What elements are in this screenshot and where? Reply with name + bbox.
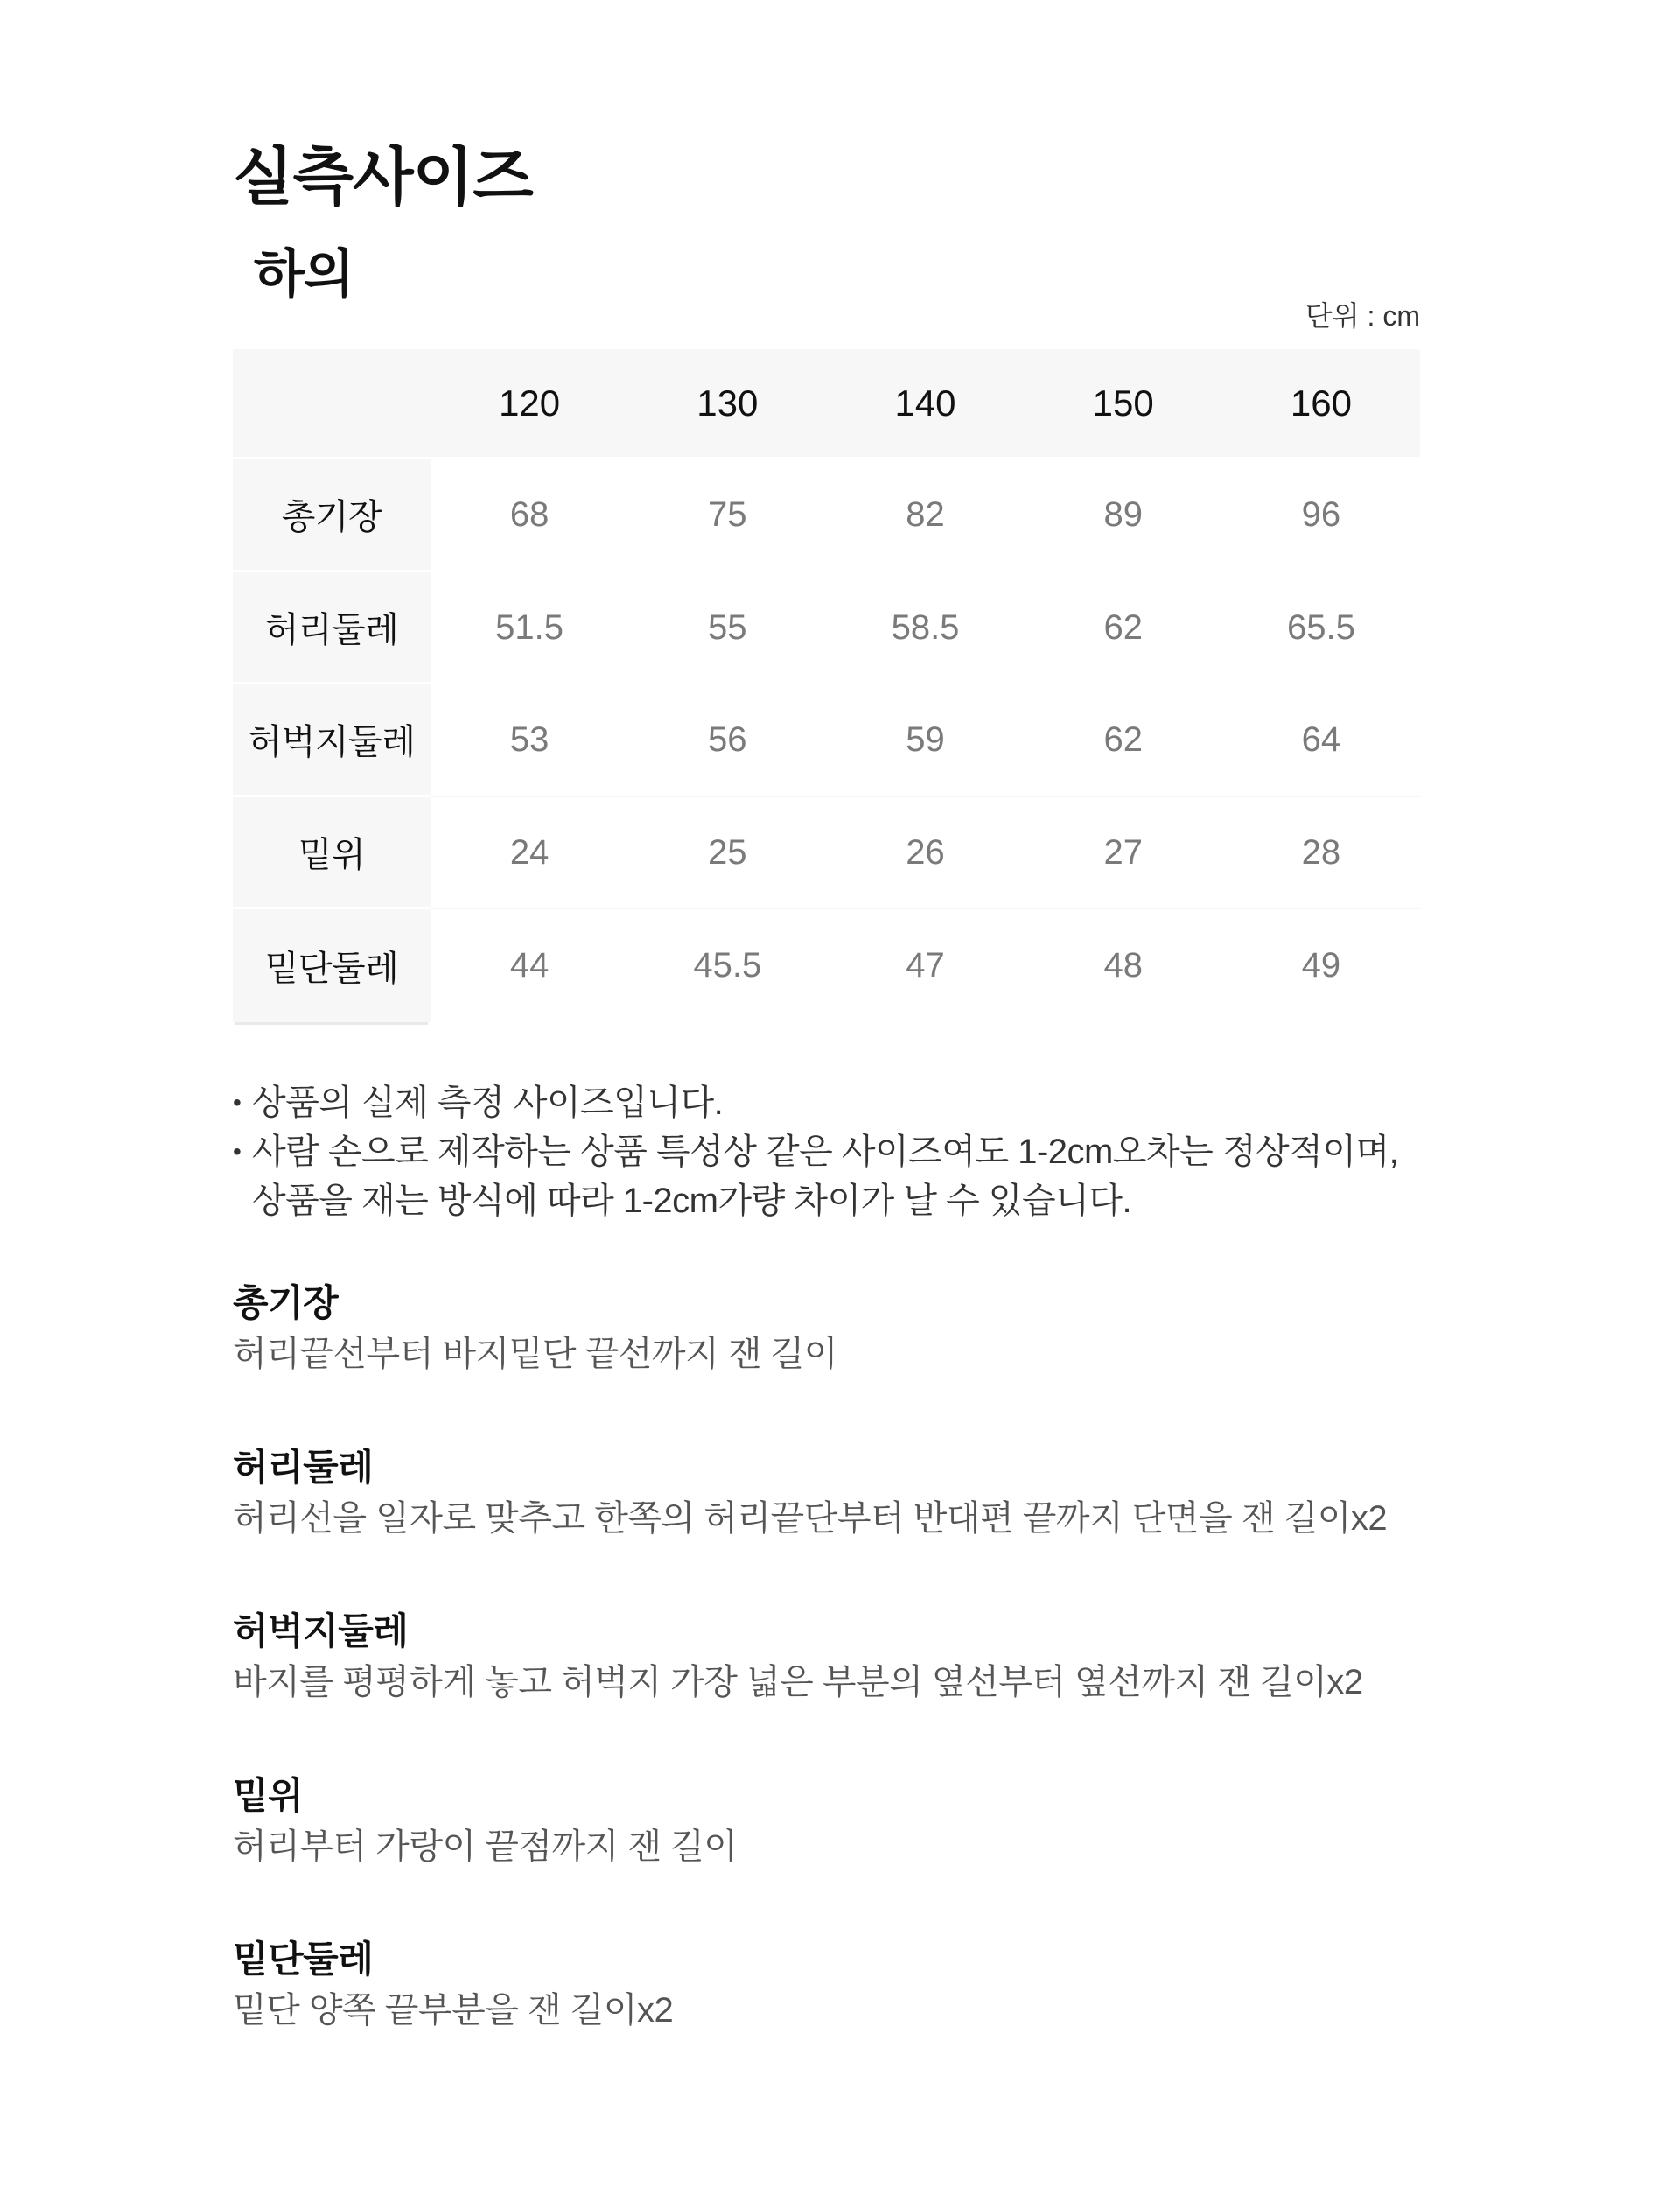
notes-list <box>233 1078 1458 1225</box>
section-description: 밑단 양쪽 끝부분을 잰 길이x2 <box>233 1991 674 2030</box>
section-thigh <box>233 1609 1502 1704</box>
section-heading: 밑단둘레 <box>233 1939 374 1980</box>
size-value: 55 <box>628 572 826 685</box>
column-header-160: 160 <box>1290 382 1352 424</box>
size-value: 62 <box>1025 684 1222 797</box>
column-header-150: 150 <box>1092 382 1154 424</box>
section-hem <box>233 1938 1502 2032</box>
page-title: 실측사이즈 <box>233 143 533 213</box>
row-label: 허리둘레 <box>233 572 430 685</box>
note-text: 상품의 실제 측정 사이즈입니다. <box>252 1083 724 1122</box>
column-header-120: 120 <box>499 382 561 424</box>
table-row-rise <box>233 797 1420 910</box>
size-value: 62 <box>1025 572 1222 685</box>
table-row-hem <box>233 909 1420 1022</box>
section-heading: 총기장 <box>233 1282 339 1323</box>
page-subtitle: 하의 <box>254 245 354 304</box>
section-heading: 허리둘레 <box>233 1447 374 1488</box>
note-text: 사람 손으로 제작하는 상품 특성상 같은 사이즈여도 1-2cm오차는 정상적이며, <box>252 1133 1399 1171</box>
section-rise <box>233 1774 1502 1869</box>
size-value: 82 <box>826 459 1024 572</box>
size-value: 24 <box>430 797 628 910</box>
column-header-140: 140 <box>894 382 956 424</box>
row-label: 밑단둘레 <box>233 909 430 1022</box>
size-value: 64 <box>1222 684 1420 797</box>
size-value: 59 <box>826 684 1024 797</box>
section-description: 허리선을 일자로 맞추고 한쪽의 허리끝단부터 반대편 끝까지 단면을 잰 길이x2 <box>233 1499 1388 1538</box>
note-item <box>233 1078 1458 1127</box>
size-value: 96 <box>1222 459 1420 572</box>
table-body <box>233 459 1420 1022</box>
size-value: 75 <box>628 459 826 572</box>
unit-label: 단위 : cm <box>1305 300 1420 332</box>
size-value: 28 <box>1222 797 1420 910</box>
size-table <box>233 349 1420 1022</box>
size-value: 27 <box>1025 797 1222 910</box>
section-heading: 밑위 <box>233 1775 304 1816</box>
size-value: 47 <box>906 946 945 985</box>
size-value: 44 <box>509 946 550 985</box>
size-value: 56 <box>628 684 826 797</box>
table-header-row <box>233 349 1420 459</box>
size-value: 48 <box>1103 946 1143 985</box>
size-value: 53 <box>430 684 628 797</box>
table-row-thigh <box>233 684 1420 797</box>
note-item <box>233 1127 1458 1176</box>
section-total-length <box>233 1281 1502 1376</box>
column-header-130: 130 <box>696 382 759 424</box>
section-description: 바지를 평평하게 놓고 허벅지 가장 넓은 부분의 옆선부터 옆선까지 잰 길이x2 <box>233 1663 1363 1701</box>
size-value: 58.5 <box>826 572 1024 685</box>
row-label: 총기장 <box>233 459 430 572</box>
size-value: 25 <box>628 797 826 910</box>
size-value: 49 <box>1301 946 1341 985</box>
size-value: 26 <box>826 797 1024 910</box>
table-header-corner <box>233 349 430 457</box>
bullet-icon: • <box>233 1089 242 1116</box>
section-waist <box>233 1446 1502 1540</box>
note-item-continuation <box>233 1176 1458 1225</box>
row-label: 밑위 <box>233 797 430 910</box>
size-value: 89 <box>1025 459 1222 572</box>
section-description: 허리끝선부터 바지밑단 끝선까지 잰 길이 <box>233 1335 837 1373</box>
table-row-waist <box>233 572 1420 685</box>
size-value: 45.5 <box>693 946 762 985</box>
note-text: 상품을 재는 방식에 따라 1-2cm가량 차이가 날 수 있습니다. <box>252 1182 1132 1220</box>
section-description: 허리부터 가랑이 끝점까지 잰 길이 <box>233 1827 738 1866</box>
table-row-total-length <box>233 459 1420 572</box>
size-value: 68 <box>430 459 628 572</box>
bullet-icon: • <box>233 1138 242 1165</box>
size-value: 51.5 <box>430 572 628 685</box>
size-value: 65.5 <box>1222 572 1420 685</box>
section-heading: 허벅지둘레 <box>233 1610 409 1652</box>
row-label: 허벅지둘레 <box>233 684 430 797</box>
